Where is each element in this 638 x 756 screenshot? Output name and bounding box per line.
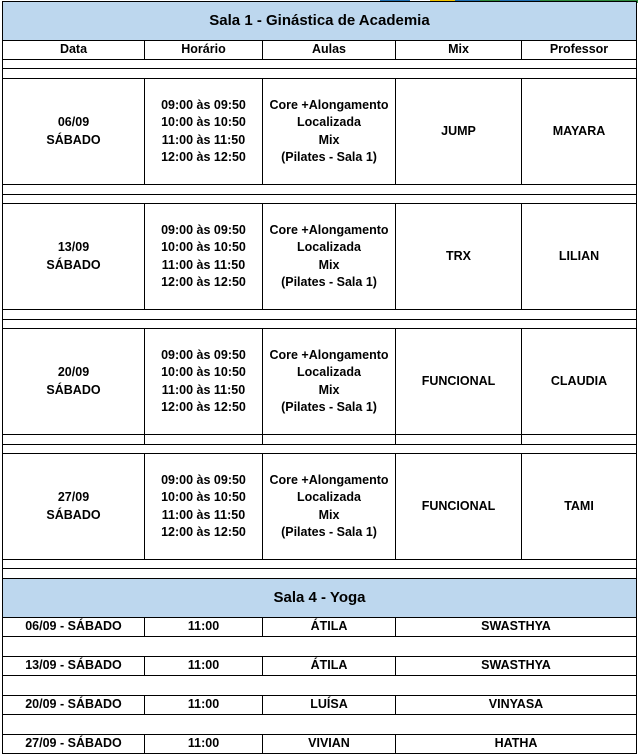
sala1-title: Sala 1 - Ginástica de Academia [2,1,637,41]
aulas-cell-1 [262,78,396,185]
date-cell-3 [2,328,145,435]
header-horario: Horário [144,40,263,60]
aulas-cell-1-line-4: (Pilates - Sala 1) [281,150,377,164]
header-mix: Mix [395,40,522,60]
horario-cell-1-line-4: 12:00 às 12:50 [161,150,246,164]
mix-cell-1: JUMP [395,78,522,185]
yoga-spacer-1 [2,636,637,657]
date-cell-2 [2,203,145,310]
horario-cell-4 [144,453,263,560]
professor-cell-1: MAYARA [521,78,637,185]
aulas-cell-2 [262,203,396,310]
aulas-cell-2-line-1: Core +Alongamento [269,222,389,237]
aulas-cell-3-line-3: Mix [318,382,340,397]
yoga-date-1: 06/09 - SÁBADO [2,617,145,637]
horario-cell-4-line-4: 12:00 às 12:50 [161,525,246,539]
horario-cell-3 [144,328,263,435]
yoga-style-3: VINYASA [395,695,637,715]
yoga-teacher-4: VIVIAN [262,734,396,754]
yoga-date-2: 13/09 - SÁBADO [2,656,145,676]
aulas-cell-3-line-1: Core +Alongamento [269,347,389,362]
header-professor: Professor [521,40,637,60]
date-cell-3-line-2: SÁBADO [46,382,101,397]
mix-cell-3: FUNCIONAL [395,328,522,435]
date-cell-4-line-1: 27/09 [57,490,90,504]
horario-cell-1-line-2: 10:00 às 10:50 [161,115,246,129]
horario-cell-3-line-3: 11:00 às 11:50 [161,382,246,397]
yoga-style-4: HATHA [395,734,637,754]
yoga-teacher-3: LUÍSA [262,695,396,715]
yoga-spacer-2 [2,675,637,696]
yoga-date-3: 20/09 - SÁBADO [2,695,145,715]
aulas-cell-3-line-2: Localizada [297,365,361,379]
date-cell-1-line-1: 06/09 [57,115,90,129]
professor-cell-4: TAMI [521,453,637,560]
horario-cell-3-line-4: 12:00 às 12:50 [161,400,246,414]
horario-cell-2-line-2: 10:00 às 10:50 [161,240,246,254]
yoga-spacer-3 [2,714,637,735]
aulas-cell-4 [262,453,396,560]
horario-cell-1-line-3: 11:00 às 11:50 [161,132,246,147]
date-cell-2-line-1: 13/09 [57,240,90,254]
aulas-cell-1-line-1: Core +Alongamento [269,97,389,112]
aulas-cell-4-line-4: (Pilates - Sala 1) [281,525,377,539]
date-cell-1-line-2: SÁBADO [46,132,101,147]
sala4-title: Sala 4 - Yoga [2,578,637,618]
yoga-time-4: 11:00 [144,734,263,754]
horario-cell-2 [144,203,263,310]
horario-cell-1-line-1: 09:00 às 09:50 [161,97,246,112]
aulas-cell-3 [262,328,396,435]
aulas-cell-2-line-4: (Pilates - Sala 1) [281,275,377,289]
yoga-teacher-1: ÁTILA [262,617,396,637]
horario-cell-2-line-3: 11:00 às 11:50 [161,257,246,272]
professor-cell-3: CLAUDIA [521,328,637,435]
header-aulas: Aulas [262,40,396,60]
date-cell-3-line-1: 20/09 [57,365,90,379]
aulas-cell-2-line-3: Mix [318,257,340,272]
date-cell-2-line-2: SÁBADO [46,257,101,272]
aulas-cell-4-line-2: Localizada [297,490,361,504]
date-cell-4 [2,453,145,560]
aulas-cell-4-line-1: Core +Alongamento [269,472,389,487]
yoga-time-3: 11:00 [144,695,263,715]
horario-cell-3-line-1: 09:00 às 09:50 [161,347,246,362]
professor-cell-2: LILIAN [521,203,637,310]
aulas-cell-1-line-3: Mix [318,132,340,147]
aulas-cell-3-line-4: (Pilates - Sala 1) [281,400,377,414]
yoga-style-1: SWASTHYA [395,617,637,637]
aulas-cell-1-line-2: Localizada [297,115,361,129]
yoga-date-4: 27/09 - SÁBADO [2,734,145,754]
yoga-time-1: 11:00 [144,617,263,637]
yoga-teacher-2: ÁTILA [262,656,396,676]
horario-cell-2-line-1: 09:00 às 09:50 [161,222,246,237]
horario-cell-4-line-1: 09:00 às 09:50 [161,472,246,487]
yoga-time-2: 11:00 [144,656,263,676]
horario-cell-4-line-2: 10:00 às 10:50 [161,490,246,504]
horario-cell-3-line-2: 10:00 às 10:50 [161,365,246,379]
aulas-cell-4-line-3: Mix [318,507,340,522]
mix-cell-2: TRX [395,203,522,310]
mix-cell-4: FUNCIONAL [395,453,522,560]
horario-cell-4-line-3: 11:00 às 11:50 [161,507,246,522]
horario-cell-2-line-4: 12:00 às 12:50 [161,275,246,289]
yoga-style-2: SWASTHYA [395,656,637,676]
date-cell-4-line-2: SÁBADO [46,507,101,522]
date-cell-1 [2,78,145,185]
horario-cell-1 [144,78,263,185]
header-data: Data [2,40,145,60]
aulas-cell-2-line-2: Localizada [297,240,361,254]
